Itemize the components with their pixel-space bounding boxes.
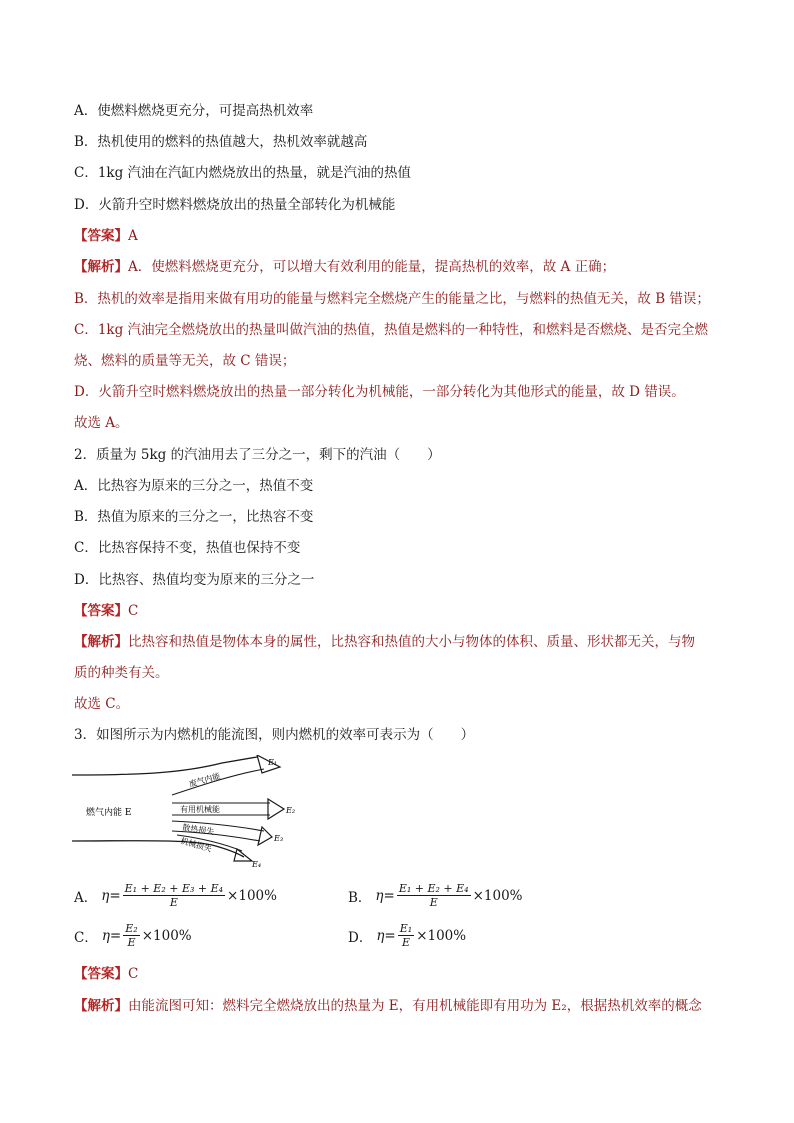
e2-label: E₂: [286, 806, 296, 815]
q3-analysis-line-1: [74, 996, 702, 1016]
eta-symbol: η=: [101, 927, 122, 944]
option-label: A．: [74, 889, 98, 906]
q2-stem: 2．质量为 5kg 的汽油用去了三分之一，剩下的汽油（ ）: [74, 447, 441, 463]
q2-option-b: B．热值为原来的三分之一，比热容不变: [74, 509, 314, 525]
denominator: E: [169, 896, 178, 909]
answer-tag: 【答案】: [74, 228, 128, 244]
denominator: E: [127, 936, 136, 949]
analysis-tag: 【解析】: [74, 259, 128, 275]
analysis-text: 比热容和热值是物体本身的属性，比热容和热值的大小与物体的体积、质量、形状都无关，与物: [128, 634, 695, 650]
q3-option-c: [74, 922, 192, 949]
q3-answer: [74, 964, 138, 984]
flow4-arrowhead: [234, 849, 252, 861]
e1-label: E₁: [268, 758, 278, 767]
q1-option-a: A．使燃料燃烧更充分，可提高热机效率: [74, 103, 314, 119]
q2-analysis-line-1: [74, 632, 695, 652]
q2-conclusion: 故选 C。: [74, 696, 130, 712]
flow2-arrowhead: [268, 799, 284, 819]
option-label: D．: [348, 929, 373, 946]
analysis-text: 由能流图可知：燃料完全燃烧放出的热量为 E，有用机械能即有用功为 E₂，根据热机效率的概念: [128, 998, 702, 1014]
option-label: C．: [74, 929, 98, 946]
numerator: E₂: [125, 922, 138, 935]
fraction: [123, 922, 139, 949]
answer-value: C: [128, 966, 139, 982]
analysis-text: A．使燃料燃烧更充分，可以增大有效利用的能量，提高热机的效率，故 A 正确；: [128, 259, 616, 275]
percent-suffix: ×100%: [472, 887, 523, 904]
flow4-label: 机械损失: [179, 836, 213, 854]
fraction: [398, 922, 414, 949]
percent-suffix: ×100%: [141, 927, 192, 944]
q2-answer: [74, 601, 138, 621]
denominator: E: [401, 936, 410, 949]
option-label: B．: [348, 889, 372, 906]
q1-conclusion: 故选 A。: [74, 415, 129, 431]
q3-option-b: [348, 882, 523, 909]
q2-option-d: D．比热容、热值均变为原来的三分之一: [74, 572, 315, 588]
q2-option-a: A．比热容为原来的三分之一，热值不变: [74, 478, 314, 494]
percent-suffix: ×100%: [416, 927, 467, 944]
eta-symbol: η=: [376, 927, 396, 944]
flow2-label: 有用机械能: [180, 805, 220, 814]
q1-option-d: D．火箭升空时燃料燃烧放出的热量全部转化为机械能: [74, 197, 396, 213]
q1-option-b: B．热机使用的燃料的热值越大，热机效率就越高: [74, 134, 368, 150]
q1-option-c: C．1kg 汽油在汽缸内燃烧放出的热量，就是汽油的热值: [74, 165, 412, 181]
flow3-arrowhead: [258, 827, 272, 845]
q3-stem: 3．如图所示为内燃机的能流图，则内燃机的效率可表示为（ ）: [74, 727, 475, 743]
e3-label: E₃: [274, 834, 284, 843]
analysis-tag: 【解析】: [74, 998, 128, 1014]
fraction: [397, 882, 471, 909]
q1-analysis-line-1: [74, 257, 615, 277]
eta-symbol: η=: [101, 887, 121, 904]
energy-flow-diagram: [72, 755, 302, 870]
q2-analysis-line-2: 质的种类有关。: [74, 665, 169, 681]
answer-tag: 【答案】: [74, 603, 128, 619]
percent-suffix: ×100%: [227, 887, 277, 904]
answer-tag: 【答案】: [74, 966, 128, 982]
denominator: E: [429, 896, 438, 909]
e4-label: E₄: [252, 860, 262, 869]
q1-analysis-line-5: D．火箭升空时燃料燃烧放出的热量一部分转化为机械能，一部分转化为其他形式的能量，故 D 错误。: [74, 384, 685, 400]
numerator: E₁ + E₂ + E₃ + E₄: [124, 882, 224, 895]
answer-value: C: [128, 603, 139, 619]
q1-analysis-line-3: C．1kg 汽油完全燃烧放出的热量叫做汽油的热值，热值是燃料的一种特性，和燃料是否燃烧、是否完全燃: [74, 322, 709, 338]
input-energy-label: 燃气内能 E: [86, 808, 132, 818]
q1-analysis-line-4: 烧、燃料的质量等无关，故 C 错误；: [74, 353, 296, 369]
eta-symbol: η=: [375, 887, 395, 904]
numerator: E₁: [399, 922, 413, 935]
answer-value: A: [128, 228, 138, 244]
numerator: E₁ + E₂ + E₄: [398, 882, 469, 895]
flow1-label: 废气内能: [188, 771, 222, 789]
flow3-label: 散热损失: [181, 823, 215, 837]
q1-analysis-line-2: B．热机的效率是指用来做有用功的能量与燃料完全燃烧产生的能量之比，与燃料的热值无关，故 B 错误；: [74, 291, 710, 307]
analysis-tag: 【解析】: [74, 634, 128, 650]
q1-answer: [74, 226, 138, 246]
fraction: [123, 882, 225, 909]
q3-option-a: [74, 882, 277, 909]
q3-option-d: [348, 922, 466, 949]
q2-option-c: C．比热容保持不变，热值也保持不变: [74, 540, 301, 556]
flow-boundary-top: [72, 757, 257, 775]
